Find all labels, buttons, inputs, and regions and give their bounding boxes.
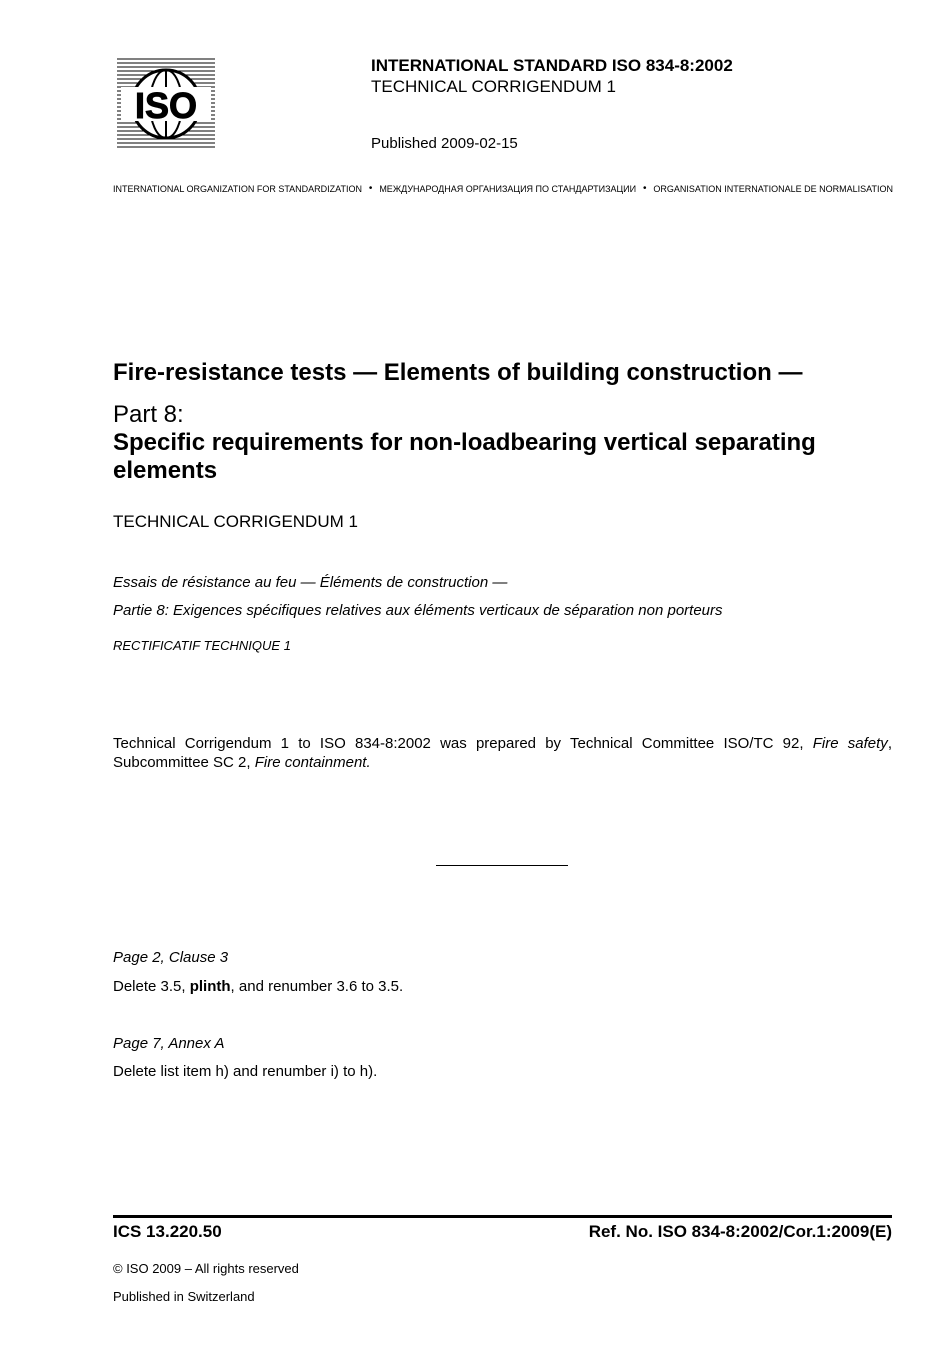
footer-rule [113, 1215, 892, 1218]
foreword-paragraph [113, 734, 892, 772]
corrigendum-label: TECHNICAL CORRIGENDUM 1 [113, 512, 358, 531]
bullet-separator: • [643, 183, 647, 194]
copyright-notice: © ISO 2009 – All rights reserved [113, 1261, 299, 1276]
french-corrigendum-label: RECTIFICATIF TECHNIQUE 1 [113, 638, 291, 653]
subcommittee-name: Fire containment. [254, 754, 371, 771]
document-main-title: Fire-resistance tests — Elements of building construction — [113, 359, 803, 386]
org-name-ru: МЕЖДУНАРОДНАЯ ОРГАНИЗАЦИЯ ПО СТАНДАРТИЗАЦИИ [379, 183, 637, 194]
part-title: Specific requirements for non-loadbearing vertical separating elements [113, 429, 816, 484]
org-name-fr: ORGANISATION INTERNATIONALE DE NORMALISATION [653, 183, 893, 194]
ics-code: ICS 13.220.50 [113, 1222, 222, 1241]
french-main-title: Essais de résistance au feu — Éléments de construction — [113, 574, 508, 591]
reference-number: Ref. No. ISO 834-8:2002/Cor.1:2009(E) [588, 1222, 892, 1241]
correction-instruction [113, 978, 403, 995]
bullet-separator: • [368, 183, 373, 194]
instruction-text: , and renumber 3.6 to 3.5. [230, 978, 404, 995]
iso-logo-text: ISO [134, 85, 198, 126]
correction-instruction: Delete list item h) and renumber i) to h). [113, 1063, 378, 1080]
publication-date: Published 2009-02-15 [371, 135, 518, 152]
published-location: Published in Switzerland [113, 1289, 255, 1304]
french-part-title: Partie 8: Exigences spécifiques relatives aux éléments verticaux de séparation non porteurs [113, 602, 723, 619]
organization-line [113, 183, 893, 194]
corrigendum-subtitle: TECHNICAL CORRIGENDUM 1 [371, 77, 616, 96]
part-label: Part 8: [113, 401, 184, 428]
correction-location: Page 2, Clause 3 [113, 949, 229, 966]
iso-logo-graphic [117, 57, 215, 151]
standard-title: INTERNATIONAL STANDARD ISO 834-8:2002 [371, 56, 733, 75]
correction-location: Page 7, Annex A [113, 1035, 225, 1052]
instruction-term: plinth [189, 978, 231, 995]
org-name-en: INTERNATIONAL ORGANIZATION FOR STANDARDIZATION [113, 183, 363, 194]
instruction-text: Delete 3.5, [113, 978, 190, 995]
foreword-text: , Subcommittee SC 2, [113, 735, 892, 771]
committee-name: Fire safety [812, 735, 888, 752]
iso-logo [117, 57, 215, 151]
section-separator [436, 865, 568, 866]
foreword-text: Technical Corrigendum 1 to ISO 834-8:2002 was prepared by Technical Committee ISO/TC 92, [113, 735, 813, 752]
